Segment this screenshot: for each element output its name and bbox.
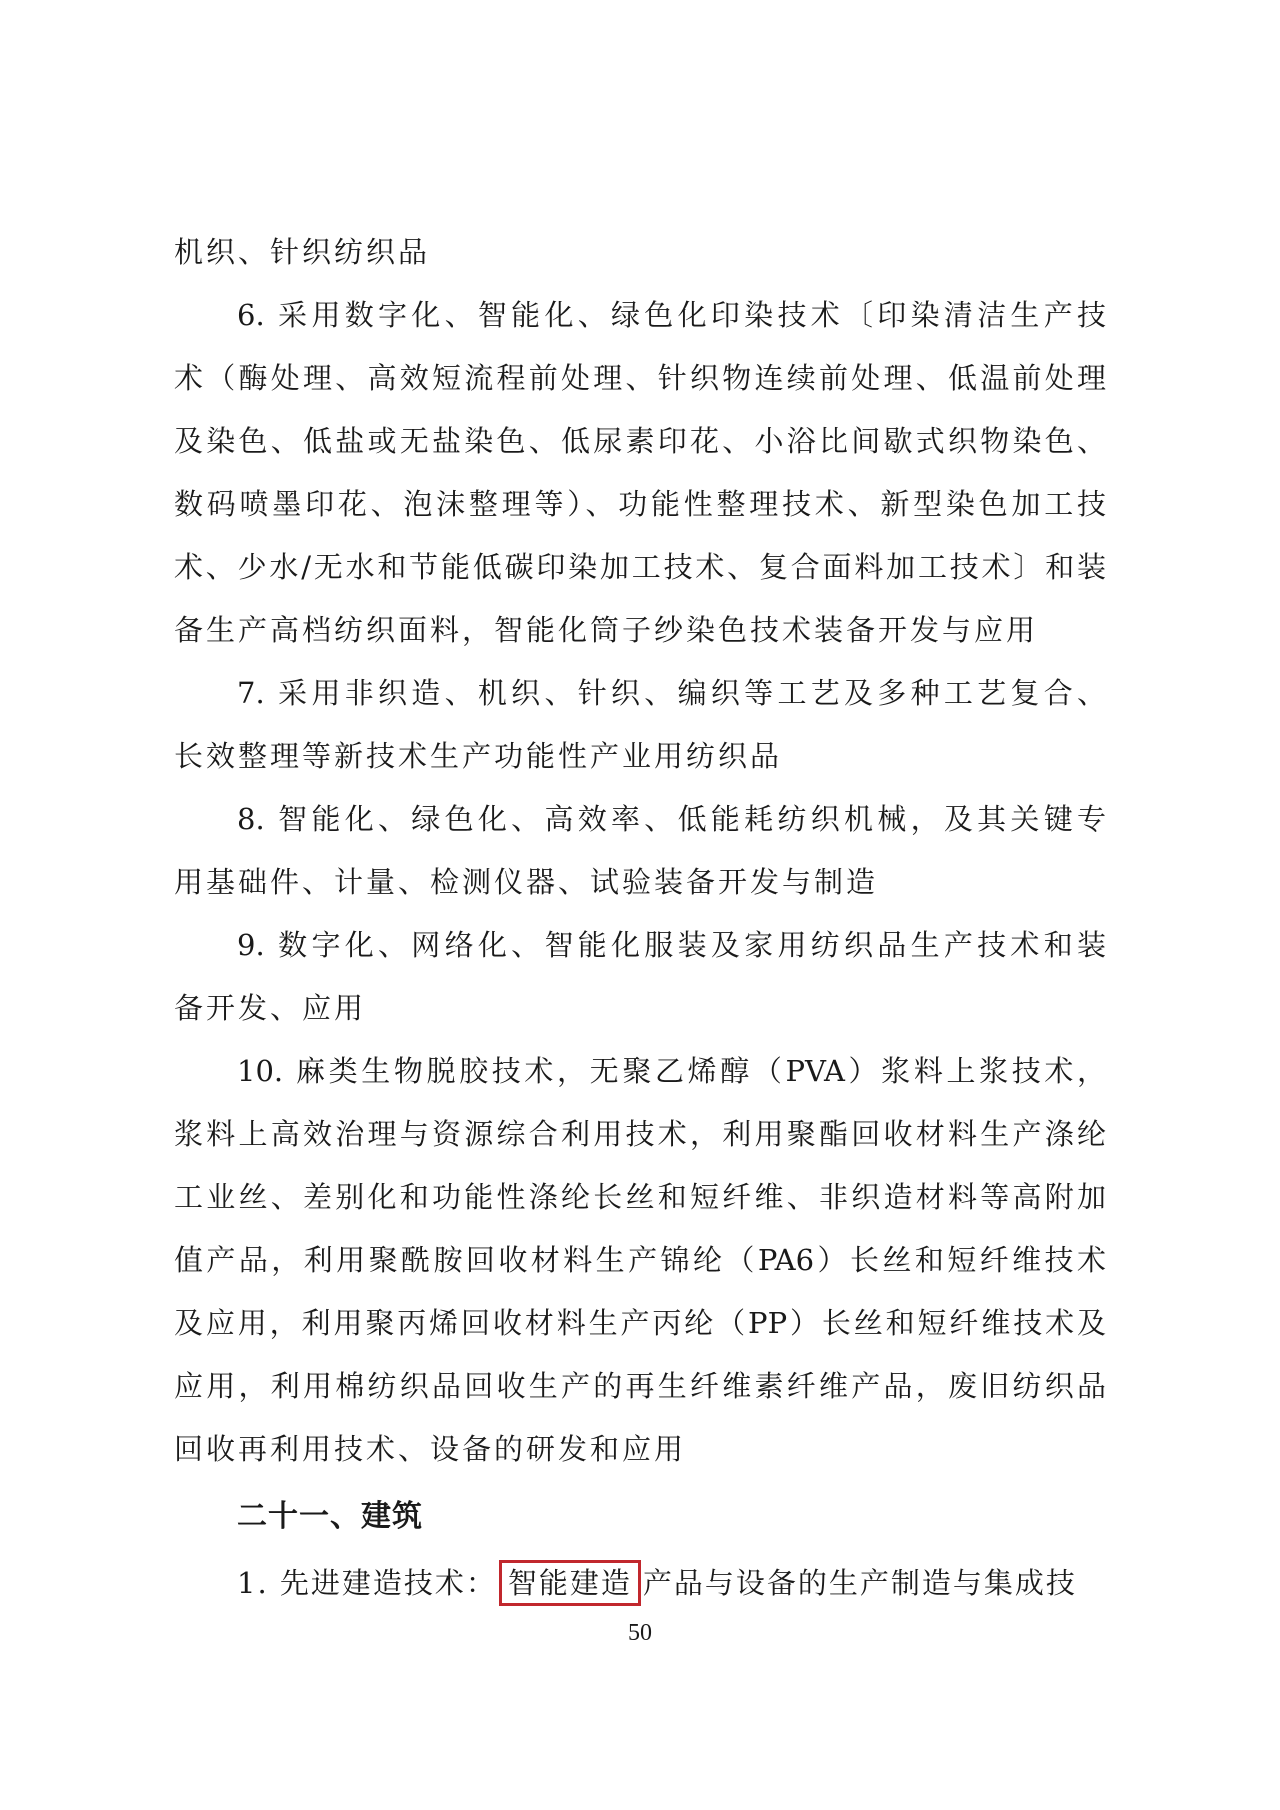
text-line: 机织、针织纺织品 [174, 235, 431, 269]
text-line: 应用，利用棉纺织品回收生产的再生纤维素纤维产品，废旧纺织品 [174, 1369, 1106, 1403]
page-number: 50 [628, 1620, 652, 1646]
text-line: 7. 采用非织造、机织、针织、编织等工艺及多种工艺复合、 [237, 676, 1106, 710]
text-line: 浆料上高效治理与资源综合利用技术，利用聚酯回收材料生产涤纶 [174, 1117, 1106, 1151]
text-line: 长效整理等新技术生产功能性产业用纺织品 [174, 739, 783, 773]
highlighted-term-box: 智能建造 [499, 1560, 641, 1606]
line-prefix: 1. 先进建造技术： [237, 1566, 497, 1600]
line-suffix: 产品与设备的生产制造与集成技 [642, 1566, 1077, 1600]
text-line: 及染色、低盐或无盐染色、低尿素印花、小浴比间歇式织物染色、 [174, 424, 1106, 458]
text-line: 及应用，利用聚丙烯回收材料生产丙纶（PP）长丝和短纤维技术及 [174, 1306, 1106, 1340]
text-line: 备生产高档纺织面料，智能化筒子纱染色技术装备开发与应用 [174, 613, 1039, 647]
text-line: 工业丝、差别化和功能性涤纶长丝和短纤维、非织造材料等高附加 [174, 1180, 1106, 1214]
text-line: 回收再利用技术、设备的研发和应用 [174, 1432, 687, 1466]
text-line: 术、少水/无水和节能低碳印染加工技术、复合面料加工技术〕和装 [174, 550, 1106, 584]
section-heading: 二十一、建筑 [237, 1499, 423, 1534]
text-line: 10. 麻类生物脱胶技术，无聚乙烯醇（PVA）浆料上浆技术， [237, 1054, 1106, 1088]
text-line: 术（酶处理、高效短流程前处理、针织物连续前处理、低温前处理 [174, 361, 1106, 395]
text-line: 用基础件、计量、检测仪器、试验装备开发与制造 [174, 865, 879, 899]
text-line: 8. 智能化、绿色化、高效率、低能耗纺织机械，及其关键专 [237, 802, 1106, 836]
text-line: 9. 数字化、网络化、智能化服装及家用纺织品生产技术和装 [237, 928, 1106, 962]
text-line-with-highlight [237, 1560, 1106, 1604]
text-line: 数码喷墨印花、泡沫整理等）、功能性整理技术、新型染色加工技 [174, 487, 1106, 521]
text-line: 值产品，利用聚酰胺回收材料生产锦纶（PA6）长丝和短纤维技术 [174, 1243, 1106, 1277]
text-line: 备开发、应用 [174, 991, 367, 1025]
text-line: 6. 采用数字化、智能化、绿色化印染技术〔印染清洁生产技 [237, 298, 1106, 332]
